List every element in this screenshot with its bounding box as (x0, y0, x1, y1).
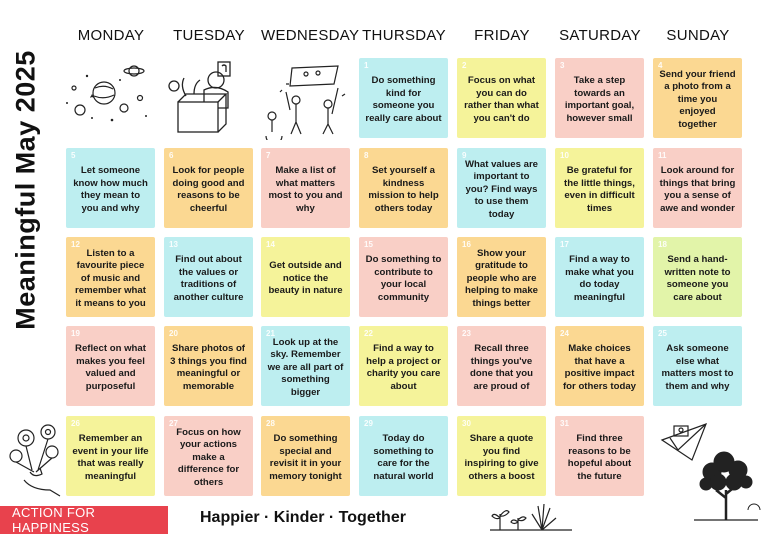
day-cell (359, 237, 448, 317)
day-cell (653, 326, 742, 406)
day-activity: What values are important to you? Find ways to use them today (464, 158, 539, 220)
day-cell (457, 148, 546, 228)
day-number: 12 (71, 240, 80, 249)
day-activity: Get outside and notice the beauty in nature (268, 260, 343, 297)
day-cell (261, 148, 350, 228)
day-cell (359, 58, 448, 138)
day-activity: Take a step towards an important goal, however small (564, 75, 635, 124)
day-cell (164, 148, 253, 228)
day-header-tuesday: TUESDAY (173, 27, 245, 44)
day-header-saturday: SATURDAY (559, 27, 641, 44)
day-number: 7 (266, 151, 271, 160)
day-number: 26 (71, 419, 80, 428)
day-activity: Find a way to help a project or charity you care about (366, 343, 441, 392)
day-number: 3 (560, 61, 565, 70)
plants-illustration (490, 496, 572, 532)
day-activity: Share a quote you find inspiring to give others a boost (464, 433, 539, 482)
day-activity: Reflect on what makes you feel valued and purposeful (75, 343, 146, 392)
day-header-thursday: THURSDAY (362, 27, 446, 44)
day-number: 22 (364, 329, 373, 338)
day-activity: Look around for things that bring you a sense of awe and wonder (659, 165, 736, 214)
day-cell (66, 237, 155, 317)
day-cell (653, 58, 742, 138)
day-number: 16 (462, 240, 471, 249)
day-header-friday: FRIDAY (474, 27, 530, 44)
day-activity: Show your gratitude to people who are helping to make things better (464, 247, 539, 309)
day-header-sunday: SUNDAY (666, 27, 730, 44)
day-cell (555, 416, 644, 496)
day-cell (653, 237, 742, 317)
day-cell (164, 416, 253, 496)
day-activity: Make choices that have a positive impact for others today (562, 343, 637, 392)
day-cell (359, 148, 448, 228)
day-cell (66, 416, 155, 496)
day-cell (457, 326, 546, 406)
day-cell (457, 416, 546, 496)
day-number: 25 (658, 329, 667, 338)
day-number: 5 (71, 151, 76, 160)
day-number: 6 (169, 151, 174, 160)
day-cell (359, 326, 448, 406)
celebration-illustration (262, 60, 352, 140)
day-activity: Make a list of what matters most to you and why (268, 165, 343, 214)
day-activity: Do something kind for someone you really care about (365, 75, 442, 124)
day-activity: Find three reasons to be hopeful about the future (567, 433, 632, 482)
day-number: 9 (462, 151, 467, 160)
day-number: 1 (364, 61, 369, 70)
day-activity: Focus on what you can do rather than what you can't do (464, 75, 539, 124)
day-cell (261, 237, 350, 317)
day-number: 28 (266, 419, 275, 428)
day-activity: Today do something to care for the natural world (373, 433, 434, 482)
calendar-title (6, 40, 46, 340)
day-number: 2 (462, 61, 467, 70)
tagline: Happier · Kinder · Together (200, 509, 406, 526)
day-activity: Look for people doing good and reasons to be cheerful (172, 165, 245, 214)
day-number: 11 (658, 151, 667, 160)
day-cell (555, 58, 644, 138)
day-activity: Do something to contribute to your local community (365, 254, 442, 303)
day-activity: Send a hand-written note to someone you care about (664, 254, 731, 303)
day-number: 31 (560, 419, 569, 428)
day-number: 13 (169, 240, 178, 249)
day-activity: Let someone know how much they mean to you and why (73, 165, 148, 214)
day-cell (164, 326, 253, 406)
day-cell (555, 326, 644, 406)
day-header-wednesday: WEDNESDAY (261, 27, 360, 44)
day-activity: Look up at the sky. Remember we are all part of something bigger (267, 336, 344, 398)
day-cell (66, 326, 155, 406)
day-number: 15 (364, 240, 373, 249)
day-number: 17 (560, 240, 569, 249)
day-activity: Find out about the values or traditions of another culture (173, 254, 244, 303)
day-activity: Remember an event in your life that was really meaningful (72, 433, 149, 482)
day-activity: Share photos of 3 things you find meaningful or memorable (170, 343, 247, 392)
day-activity: Ask someone else what matters most to them and why (661, 343, 734, 392)
day-activity: Send your friend a photo from a time you enjoyed together (659, 68, 736, 130)
day-number: 4 (658, 61, 663, 70)
day-number: 10 (560, 151, 569, 160)
day-number: 8 (364, 151, 369, 160)
day-number: 30 (462, 419, 471, 428)
day-cell (457, 58, 546, 138)
tree-illustration (690, 448, 762, 524)
day-cell (261, 326, 350, 406)
day-number: 18 (658, 240, 667, 249)
day-cell (359, 416, 448, 496)
day-cell (261, 416, 350, 496)
day-number: 27 (169, 419, 178, 428)
day-number: 20 (169, 329, 178, 338)
donation-box-illustration (164, 58, 250, 136)
day-number: 19 (71, 329, 80, 338)
day-cell (457, 237, 546, 317)
flowers-illustration (4, 420, 70, 498)
brand-banner (0, 506, 168, 534)
day-cell (164, 237, 253, 317)
day-activity: Find a way to make what you do today meaningful (565, 254, 634, 303)
day-cell (555, 148, 644, 228)
day-number: 24 (560, 329, 569, 338)
day-number: 21 (266, 329, 275, 338)
day-activity: Recall three things you've done that you are proud of (470, 343, 533, 392)
day-activity: Listen to a favourite piece of music and remember what it means to you (75, 247, 146, 309)
day-activity: Focus on how your actions make a difference for others (176, 426, 241, 488)
day-cell (653, 148, 742, 228)
day-activity: Do something special and revisit it in your memory tonight (269, 433, 342, 482)
day-header-monday: MONDAY (77, 27, 145, 44)
day-number: 14 (266, 240, 275, 249)
day-number: 23 (462, 329, 471, 338)
brand-name: ACTION FOR HAPPINESS (12, 505, 96, 535)
day-activity: Set yourself a kindness mission to help others today (368, 165, 439, 214)
day-cell (66, 148, 155, 228)
calendar-title-text: Meaningful May 2025 (10, 50, 41, 330)
day-number: 29 (364, 419, 373, 428)
day-activity: Be grateful for the little things, even in difficult times (564, 165, 635, 214)
planets-illustration (62, 58, 152, 128)
day-cell (555, 237, 644, 317)
